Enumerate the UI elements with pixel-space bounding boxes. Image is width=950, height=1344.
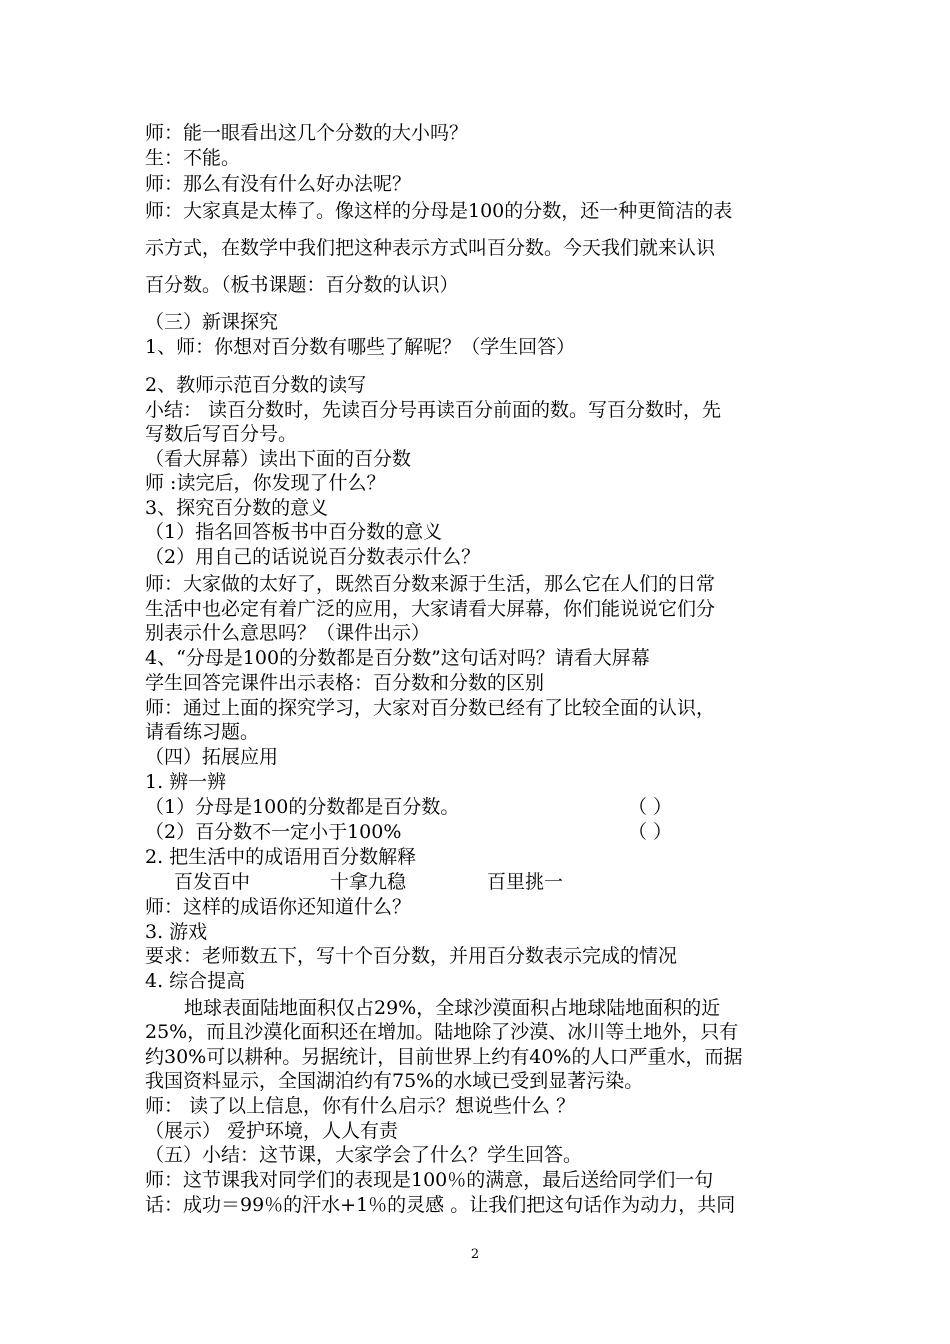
text-line: 师：大家做的太好了，既然百分数来源于生活，那么它在人们的日常	[145, 573, 716, 595]
paragraph-line: 25%，而且沙漠化面积还在增加。陆地除了沙漠、冰川等土地外，只有	[145, 1021, 739, 1043]
text-line: 4. 综合提高	[145, 970, 246, 992]
text-line: 师：这样的成语你还知道什么？	[145, 896, 412, 918]
text-line: 1. 辨一辨	[145, 771, 227, 793]
text-line: 请看练习题。	[145, 721, 260, 743]
text-line: 百分数。（板书课题：百分数的认识）	[145, 274, 459, 296]
exercise-item: （2）百分数不一定小于100%	[145, 821, 402, 843]
text-line: 师： 读了以上信息，你有什么启示？想说些什么 ？	[145, 1095, 576, 1117]
answer-bracket: （ ）	[628, 796, 673, 818]
text-line: 1、师：你想对百分数有哪些了解呢？（学生回答）	[145, 336, 576, 358]
page-number: 2	[470, 1247, 480, 1262]
text-line: 4、“分母是100的分数都是百分数”这句话对吗？请看大屏幕	[145, 647, 650, 669]
exercise-item: （1）分母是100的分数都是百分数。	[145, 796, 460, 818]
text-line: 小结： 读百分数时，先读百分号再读百分前面的数。写百分数时，先	[145, 399, 722, 421]
paragraph-line: 我国资料显示，全国湖泊约有75%的水域已受到显著污染。	[145, 1070, 644, 1092]
paragraph-line: 地球表面陆地面积仅占29%，全球沙漠面积占地球陆地面积的近	[184, 997, 721, 1019]
text-line: 生：不能。	[145, 147, 241, 169]
text-line: 3. 游戏	[145, 921, 208, 943]
text-line: （1）指名回答板书中百分数的意义	[145, 521, 443, 543]
text-line: 学生回答完课件出示表格：百分数和分数的区别	[145, 672, 545, 694]
text-line: 师：大家真是太棒了。像这样的分母是100的分数，还一种更简洁的表	[145, 200, 733, 222]
idiom: 百里挑一	[487, 871, 564, 893]
text-line: 3、探究百分数的意义	[145, 497, 329, 519]
text-line: （看大屏幕）读出下面的百分数	[145, 448, 412, 470]
text-line: （展示） 爱护环境，人人有责	[145, 1120, 399, 1142]
text-line: 师：能一眼看出这几个分数的大小吗？	[145, 122, 469, 144]
paragraph-line: 约30%可以耕种。另据统计，目前世界上约有40%的人口严重水，而据	[145, 1046, 743, 1068]
text-line: 2、教师示范百分数的读写	[145, 374, 367, 396]
text-line: 师 :读完后，你发现了什么？	[145, 472, 386, 494]
text-line: 师：那么有没有什么好办法呢？	[145, 173, 412, 195]
text-line: 话：成功＝99％的汗水+1％的灵感 。让我们把这句话作为动力，共同	[145, 1194, 736, 1216]
text-line: 生活中也必定有着广泛的应用，大家请看大屏幕，你们能说说它们分	[145, 598, 716, 620]
answer-bracket: （ ）	[628, 821, 673, 843]
text-line: 别表示什么意思吗？（课件出示）	[145, 622, 431, 644]
text-line: 写数后写百分号。	[145, 423, 298, 445]
section-heading: （五）小结：这节课，大家学会了什么？学生回答。	[145, 1144, 583, 1166]
text-line: 示方式，在数学中我们把这种表示方式叫百分数。今天我们就来认识	[145, 237, 716, 259]
text-line: （2）用自己的话说说百分数表示什么？	[145, 546, 481, 568]
section-heading: （三）新课探究	[145, 311, 279, 333]
text-line: 师：通过上面的探究学习，大家对百分数已经有了比较全面的认识，	[145, 697, 716, 719]
text-line: 师：这节课我对同学们的表现是100％的满意，最后送给同学们一句	[145, 1169, 714, 1191]
text-line: 要求：老师数五下，写十个百分数，并用百分数表示完成的情况	[145, 945, 678, 967]
section-heading: （四）拓展应用	[145, 746, 279, 768]
idiom: 百发百中	[174, 871, 251, 893]
text-line: 2. 把生活中的成语用百分数解释	[145, 846, 417, 868]
idiom: 十拿九稳	[330, 871, 407, 893]
